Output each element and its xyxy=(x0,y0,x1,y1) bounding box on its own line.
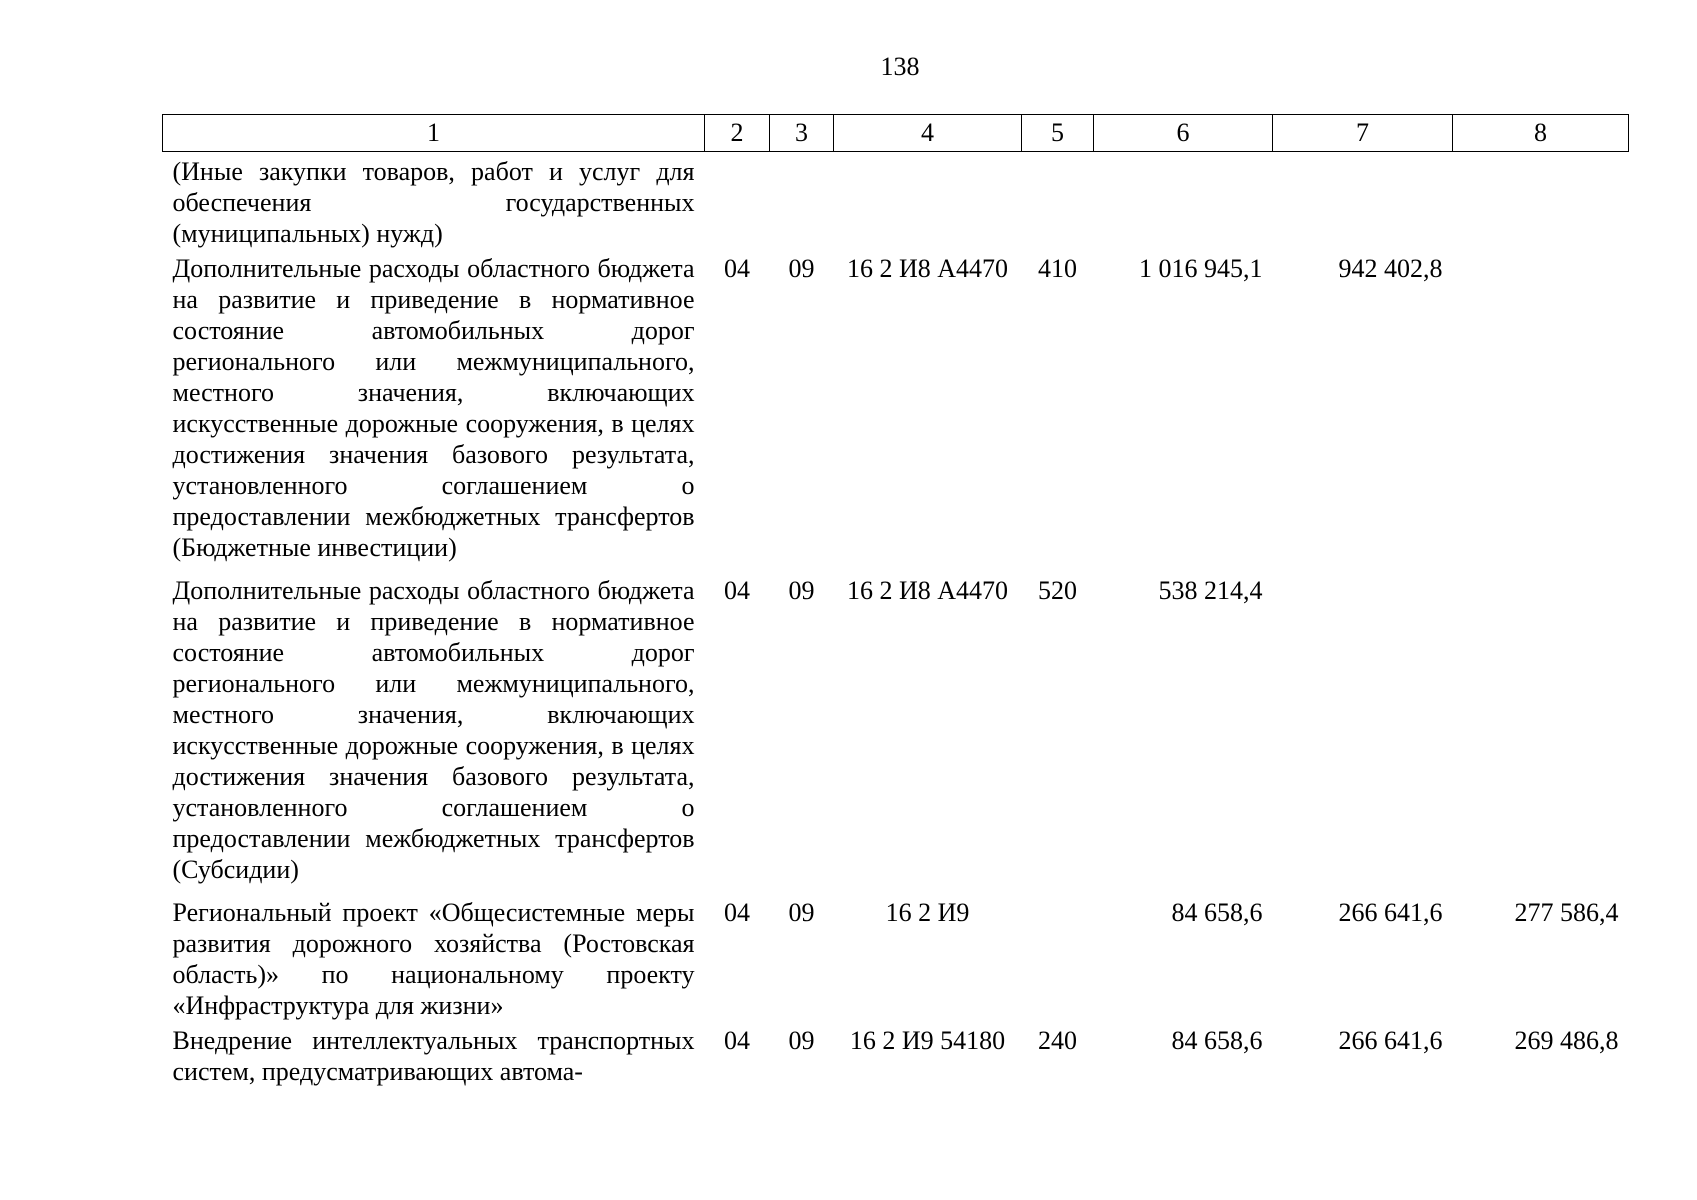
row-amount-col8: 269 486,8 xyxy=(1514,1026,1619,1055)
row-amount-col8 xyxy=(1453,563,1629,885)
table-row xyxy=(163,152,1629,250)
row-description: Дополнительные расходы областного бюджета на развитие и приведение в нормативное состояние автомобильных дорог регионального или межмуниципального, местного значения, включающих искусственные дорожные сооружения, в целях достижения значения базового результата, установленного соглашением о предоставлении межбюджетных трансфертов (Бюджетные инвестиции) xyxy=(172,254,695,562)
row-amount-col7: 266 641,6 xyxy=(1338,1026,1443,1055)
row-amount-col6: 538 214,4 xyxy=(1158,576,1263,605)
header-col-2: 2 xyxy=(705,115,770,152)
table-row xyxy=(163,1021,1629,1087)
row-target-code: 16 2 И9 xyxy=(885,898,970,927)
row-target-code: 16 2 И9 54180 xyxy=(849,1026,1006,1055)
row-subsection: 09 xyxy=(788,898,815,927)
header-col-4: 4 xyxy=(834,115,1022,152)
row-expense-type: 520 xyxy=(1038,576,1077,605)
row-expense-type xyxy=(1022,885,1094,1021)
page-number: 138 xyxy=(880,52,920,81)
row-target-code: 16 2 И8 А4470 xyxy=(846,576,1009,605)
row-expense-type: 410 xyxy=(1038,254,1077,283)
row-amount-col7 xyxy=(1273,152,1453,250)
header-col-8: 8 xyxy=(1453,115,1629,152)
row-amount-col6: 84 658,6 xyxy=(1171,898,1263,927)
table-header-row xyxy=(163,115,1629,152)
row-description: Региональный проект «Общесистемные меры развития дорожного хозяйства (Ростовская область)» по национальному проекту «Инфраструктура для жизни» xyxy=(172,898,695,1020)
row-subsection: 09 xyxy=(788,254,815,283)
row-amount-col8 xyxy=(1453,152,1629,250)
row-amount-col7: 266 641,6 xyxy=(1338,898,1443,927)
row-target-code xyxy=(834,152,1022,250)
row-description: Дополнительные расходы областного бюджета на развитие и приведение в нормативное состояние автомобильных дорог регионального или межмуниципального, местного значения, включающих искусственные дорожные сооружения, в целях достижения значения базового результата, установленного соглашением о предоставлении межбюджетных трансфертов (Субсидии) xyxy=(172,576,695,884)
row-amount-col6 xyxy=(1094,152,1273,250)
table-row xyxy=(163,563,1629,885)
row-subsection: 09 xyxy=(788,576,815,605)
row-section: 04 xyxy=(724,576,750,605)
row-amount-col8 xyxy=(1453,249,1629,563)
row-section: 04 xyxy=(724,1026,750,1055)
row-expense-type xyxy=(1022,152,1094,250)
header-col-6: 6 xyxy=(1094,115,1273,152)
row-subsection xyxy=(770,152,834,250)
row-section xyxy=(705,152,770,250)
row-target-code: 16 2 И8 А4470 xyxy=(846,254,1009,283)
header-col-1: 1 xyxy=(163,115,705,152)
row-description: (Иные закупки товаров, работ и услуг для обеспечения государственных (муниципальных) нужд) xyxy=(172,157,695,248)
row-description: Внедрение интеллектуальных транспортных систем, предусматривающих автома- xyxy=(172,1026,695,1086)
row-expense-type: 240 xyxy=(1038,1026,1077,1055)
table-row xyxy=(163,885,1629,1021)
row-amount-col6: 84 658,6 xyxy=(1171,1026,1263,1055)
row-subsection: 09 xyxy=(788,1026,815,1055)
row-section: 04 xyxy=(724,254,750,283)
row-amount-col8: 277 586,4 xyxy=(1514,898,1619,927)
table-row xyxy=(163,249,1629,563)
row-amount-col6: 1 016 945,1 xyxy=(1139,254,1263,283)
row-section: 04 xyxy=(724,898,750,927)
header-col-3: 3 xyxy=(770,115,834,152)
row-amount-col7: 942 402,8 xyxy=(1338,254,1443,283)
row-amount-col7 xyxy=(1273,563,1453,885)
header-col-5: 5 xyxy=(1022,115,1094,152)
header-col-7: 7 xyxy=(1273,115,1453,152)
budget-table xyxy=(162,114,1629,1087)
